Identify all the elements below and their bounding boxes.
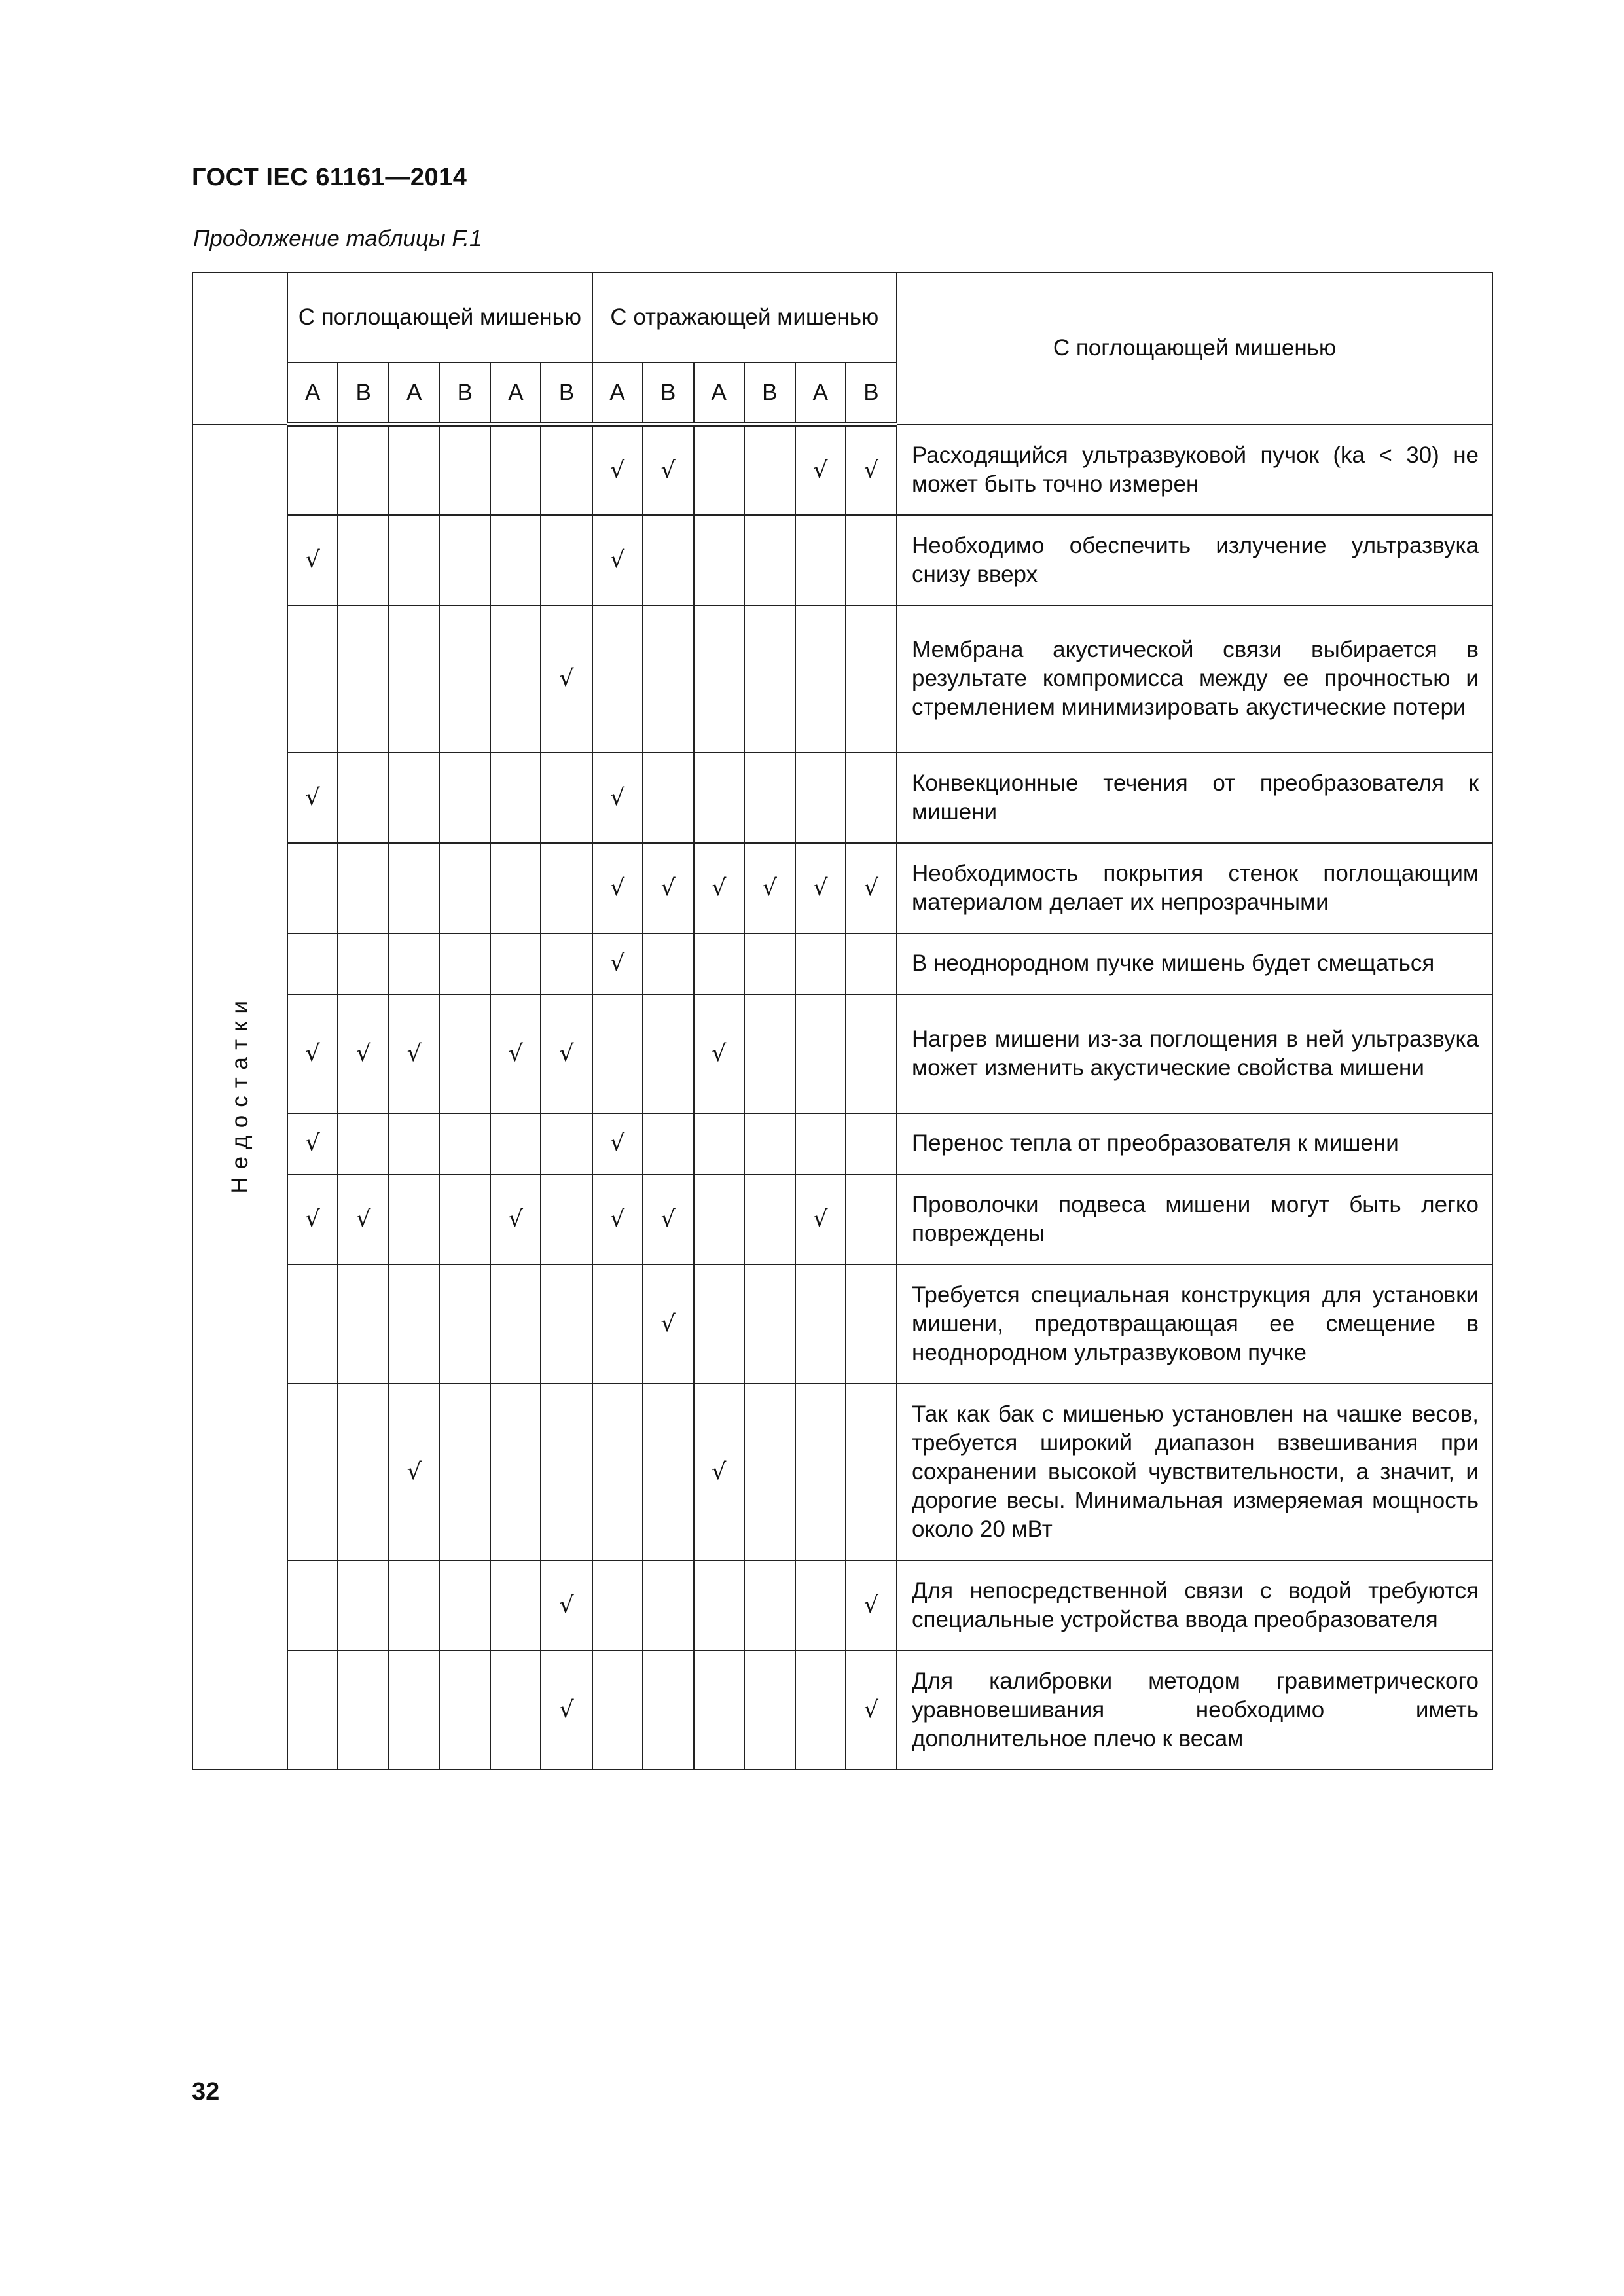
check-mark-cell: √ bbox=[287, 994, 338, 1113]
check-mark-cell: √ bbox=[592, 843, 643, 933]
empty-cell bbox=[592, 994, 643, 1113]
table-row bbox=[192, 515, 1492, 605]
empty-cell bbox=[439, 1265, 490, 1384]
check-mark-cell: √ bbox=[490, 994, 541, 1113]
check-mark-cell: √ bbox=[592, 1174, 643, 1265]
empty-cell bbox=[490, 425, 541, 515]
empty-cell bbox=[389, 605, 439, 753]
empty-cell bbox=[439, 605, 490, 753]
empty-cell bbox=[287, 605, 338, 753]
check-mark-cell: √ bbox=[643, 843, 694, 933]
check-mark-cell: √ bbox=[389, 1384, 439, 1560]
empty-cell bbox=[592, 1384, 643, 1560]
table-row bbox=[192, 1265, 1492, 1384]
empty-cell bbox=[846, 994, 897, 1113]
empty-cell bbox=[490, 605, 541, 753]
empty-cell bbox=[643, 1560, 694, 1651]
empty-cell bbox=[287, 425, 338, 515]
check-mark-cell: √ bbox=[338, 1174, 389, 1265]
empty-cell bbox=[490, 1651, 541, 1770]
empty-cell bbox=[439, 425, 490, 515]
empty-cell bbox=[744, 605, 795, 753]
check-mark-cell: √ bbox=[287, 515, 338, 605]
empty-cell bbox=[744, 515, 795, 605]
empty-cell bbox=[694, 1265, 744, 1384]
row-description: Необходимо обеспечить излучение ультразвука снизу вверх bbox=[897, 515, 1492, 605]
row-description: Необходимость покрытия стенок поглощающим материалом делает их непрозрачными bbox=[897, 843, 1492, 933]
empty-cell bbox=[795, 933, 846, 994]
empty-cell bbox=[389, 425, 439, 515]
empty-cell bbox=[744, 1174, 795, 1265]
empty-cell bbox=[846, 1113, 897, 1174]
empty-cell bbox=[795, 1113, 846, 1174]
empty-cell bbox=[846, 515, 897, 605]
check-mark-cell: √ bbox=[287, 1174, 338, 1265]
check-mark-cell: √ bbox=[846, 425, 897, 515]
empty-cell bbox=[846, 753, 897, 843]
table-row bbox=[192, 843, 1492, 933]
subcolumn-header: А bbox=[694, 363, 744, 425]
table-row bbox=[192, 425, 1492, 515]
row-description: Требуется специальная конструкция для установки мишени, предотвращающая ее смещение в неоднородном ультразвуковом пучке bbox=[897, 1265, 1492, 1384]
empty-cell bbox=[338, 605, 389, 753]
header-group-reflecting: С отражающей мишенью bbox=[592, 272, 897, 363]
table-row bbox=[192, 933, 1492, 994]
header-description: С поглощающей мишенью bbox=[897, 272, 1492, 425]
check-mark-cell: √ bbox=[846, 843, 897, 933]
check-mark-cell: √ bbox=[694, 1384, 744, 1560]
empty-cell bbox=[795, 605, 846, 753]
table-row bbox=[192, 1113, 1492, 1174]
empty-cell bbox=[490, 1560, 541, 1651]
empty-cell bbox=[338, 1651, 389, 1770]
check-mark-cell: √ bbox=[389, 994, 439, 1113]
check-mark-cell: √ bbox=[541, 994, 592, 1113]
check-mark-cell: √ bbox=[643, 1174, 694, 1265]
row-description: Конвекционные течения от преобразователя к мишени bbox=[897, 753, 1492, 843]
check-mark-cell: √ bbox=[592, 515, 643, 605]
check-mark-cell: √ bbox=[338, 994, 389, 1113]
row-description: Для непосредственной связи с водой требуются специальные устройства ввода преобразователя bbox=[897, 1560, 1492, 1651]
row-description: Проволочки подвеса мишени могут быть легко повреждены bbox=[897, 1174, 1492, 1265]
empty-cell bbox=[490, 1265, 541, 1384]
page-number: 32 bbox=[192, 2078, 220, 2106]
check-mark-cell: √ bbox=[694, 994, 744, 1113]
empty-cell bbox=[338, 933, 389, 994]
empty-cell bbox=[744, 425, 795, 515]
empty-cell bbox=[287, 933, 338, 994]
empty-cell bbox=[694, 1174, 744, 1265]
check-mark-cell: √ bbox=[592, 933, 643, 994]
check-mark-cell: √ bbox=[643, 1265, 694, 1384]
subcolumn-header: А bbox=[592, 363, 643, 425]
empty-cell bbox=[694, 1651, 744, 1770]
check-mark-cell: √ bbox=[592, 425, 643, 515]
empty-cell bbox=[592, 1265, 643, 1384]
empty-cell bbox=[389, 1113, 439, 1174]
check-mark-cell: √ bbox=[795, 425, 846, 515]
empty-cell bbox=[795, 1651, 846, 1770]
subcolumn-header: А bbox=[287, 363, 338, 425]
empty-cell bbox=[694, 515, 744, 605]
empty-cell bbox=[541, 515, 592, 605]
empty-cell bbox=[795, 994, 846, 1113]
check-mark-cell: √ bbox=[846, 1560, 897, 1651]
empty-cell bbox=[439, 1651, 490, 1770]
empty-cell bbox=[643, 605, 694, 753]
empty-cell bbox=[744, 1384, 795, 1560]
table-row bbox=[192, 605, 1492, 753]
comparison-table bbox=[192, 272, 1493, 1770]
empty-cell bbox=[643, 1384, 694, 1560]
empty-cell bbox=[389, 1174, 439, 1265]
empty-cell bbox=[439, 1384, 490, 1560]
empty-cell bbox=[490, 1384, 541, 1560]
empty-cell bbox=[795, 1265, 846, 1384]
empty-cell bbox=[541, 425, 592, 515]
check-mark-cell: √ bbox=[592, 1113, 643, 1174]
empty-cell bbox=[541, 1265, 592, 1384]
empty-cell bbox=[389, 1560, 439, 1651]
empty-cell bbox=[694, 753, 744, 843]
empty-cell bbox=[389, 515, 439, 605]
row-group-label bbox=[192, 425, 287, 1770]
row-description: Расходящийся ультразвуковой пучок (ka < 30) не может быть точно измерен bbox=[897, 425, 1492, 515]
empty-cell bbox=[744, 1265, 795, 1384]
empty-cell bbox=[744, 1560, 795, 1651]
header-group-absorbing: С поглощающей мишенью bbox=[287, 272, 592, 363]
empty-cell bbox=[846, 933, 897, 994]
empty-cell bbox=[744, 994, 795, 1113]
empty-cell bbox=[490, 753, 541, 843]
empty-cell bbox=[439, 515, 490, 605]
row-description: Для калибровки методом гравиметрического уравновешивания необходимо иметь дополнительное плечо к весам bbox=[897, 1651, 1492, 1770]
empty-cell bbox=[541, 1174, 592, 1265]
empty-cell bbox=[338, 1113, 389, 1174]
check-mark-cell: √ bbox=[490, 1174, 541, 1265]
document-code: ГОСТ IEC 61161—2014 bbox=[192, 164, 467, 191]
empty-cell bbox=[795, 1560, 846, 1651]
empty-cell bbox=[287, 1265, 338, 1384]
empty-cell bbox=[287, 1384, 338, 1560]
empty-cell bbox=[795, 1384, 846, 1560]
empty-cell bbox=[389, 843, 439, 933]
empty-cell bbox=[643, 994, 694, 1113]
empty-cell bbox=[846, 605, 897, 753]
empty-cell bbox=[541, 753, 592, 843]
empty-cell bbox=[389, 753, 439, 843]
table-row bbox=[192, 994, 1492, 1113]
empty-cell bbox=[490, 843, 541, 933]
check-mark-cell: √ bbox=[592, 753, 643, 843]
check-mark-cell: √ bbox=[744, 843, 795, 933]
subcolumn-header: А bbox=[389, 363, 439, 425]
check-mark-cell: √ bbox=[795, 1174, 846, 1265]
row-description: Так как бак с мишенью установлен на чашке весов, требуется широкий диапазон взвешивания при сохранении высокой чувствительности, а значит, и дорогие весы. Минимальная измеряемая мощность около 20 мВт bbox=[897, 1384, 1492, 1560]
empty-cell bbox=[338, 753, 389, 843]
empty-cell bbox=[694, 1113, 744, 1174]
table-row bbox=[192, 1560, 1492, 1651]
empty-cell bbox=[389, 1265, 439, 1384]
empty-cell bbox=[694, 933, 744, 994]
empty-cell bbox=[744, 1113, 795, 1174]
check-mark-cell: √ bbox=[287, 1113, 338, 1174]
header-corner-cell bbox=[192, 272, 287, 425]
empty-cell bbox=[846, 1384, 897, 1560]
empty-cell bbox=[541, 933, 592, 994]
empty-cell bbox=[643, 1651, 694, 1770]
empty-cell bbox=[541, 843, 592, 933]
empty-cell bbox=[592, 605, 643, 753]
check-mark-cell: √ bbox=[541, 605, 592, 753]
empty-cell bbox=[643, 1113, 694, 1174]
table-row bbox=[192, 1384, 1492, 1560]
empty-cell bbox=[389, 1651, 439, 1770]
empty-cell bbox=[694, 605, 744, 753]
table-row bbox=[192, 1651, 1492, 1770]
empty-cell bbox=[795, 753, 846, 843]
empty-cell bbox=[744, 753, 795, 843]
table-caption: Продолжение таблицы F.1 bbox=[193, 226, 482, 251]
empty-cell bbox=[439, 994, 490, 1113]
empty-cell bbox=[846, 1265, 897, 1384]
empty-cell bbox=[287, 1560, 338, 1651]
subcolumn-header: В bbox=[744, 363, 795, 425]
empty-cell bbox=[439, 933, 490, 994]
empty-cell bbox=[389, 933, 439, 994]
empty-cell bbox=[744, 933, 795, 994]
empty-cell bbox=[338, 1384, 389, 1560]
empty-cell bbox=[694, 1560, 744, 1651]
subcolumn-header: А bbox=[490, 363, 541, 425]
empty-cell bbox=[541, 1113, 592, 1174]
empty-cell bbox=[744, 1651, 795, 1770]
subcolumn-header: В bbox=[846, 363, 897, 425]
check-mark-cell: √ bbox=[643, 425, 694, 515]
empty-cell bbox=[643, 753, 694, 843]
empty-cell bbox=[643, 933, 694, 994]
empty-cell bbox=[439, 1174, 490, 1265]
empty-cell bbox=[846, 1174, 897, 1265]
subcolumn-header: А bbox=[795, 363, 846, 425]
empty-cell bbox=[338, 1265, 389, 1384]
row-description: Перенос тепла от преобразователя к мишени bbox=[897, 1113, 1492, 1174]
row-description: Нагрев мишени из-за поглощения в ней ультразвука может изменить акустические свойства мишени bbox=[897, 994, 1492, 1113]
subcolumn-header: В bbox=[338, 363, 389, 425]
empty-cell bbox=[287, 843, 338, 933]
empty-cell bbox=[592, 1560, 643, 1651]
check-mark-cell: √ bbox=[694, 843, 744, 933]
subcolumn-header: В bbox=[439, 363, 490, 425]
empty-cell bbox=[338, 1560, 389, 1651]
check-mark-cell: √ bbox=[846, 1651, 897, 1770]
check-mark-cell: √ bbox=[287, 753, 338, 843]
empty-cell bbox=[439, 1113, 490, 1174]
empty-cell bbox=[439, 843, 490, 933]
check-mark-cell: √ bbox=[541, 1560, 592, 1651]
empty-cell bbox=[439, 753, 490, 843]
empty-cell bbox=[592, 1651, 643, 1770]
empty-cell bbox=[490, 515, 541, 605]
subcolumn-header: В bbox=[541, 363, 592, 425]
empty-cell bbox=[694, 425, 744, 515]
empty-cell bbox=[439, 1560, 490, 1651]
row-group-label-text: Недостатки bbox=[226, 993, 253, 1194]
empty-cell bbox=[541, 1384, 592, 1560]
empty-cell bbox=[287, 1651, 338, 1770]
table-row bbox=[192, 1174, 1492, 1265]
empty-cell bbox=[643, 515, 694, 605]
empty-cell bbox=[338, 425, 389, 515]
empty-cell bbox=[490, 1113, 541, 1174]
table-row bbox=[192, 753, 1492, 843]
row-description: В неоднородном пучке мишень будет смещаться bbox=[897, 933, 1492, 994]
empty-cell bbox=[490, 933, 541, 994]
subcolumn-header: В bbox=[643, 363, 694, 425]
empty-cell bbox=[338, 515, 389, 605]
empty-cell bbox=[795, 515, 846, 605]
row-description: Мембрана акустической связи выбирается в результате компромисса между ее прочностью и стремлением минимизировать акустические потери bbox=[897, 605, 1492, 753]
check-mark-cell: √ bbox=[541, 1651, 592, 1770]
check-mark-cell: √ bbox=[795, 843, 846, 933]
empty-cell bbox=[338, 843, 389, 933]
